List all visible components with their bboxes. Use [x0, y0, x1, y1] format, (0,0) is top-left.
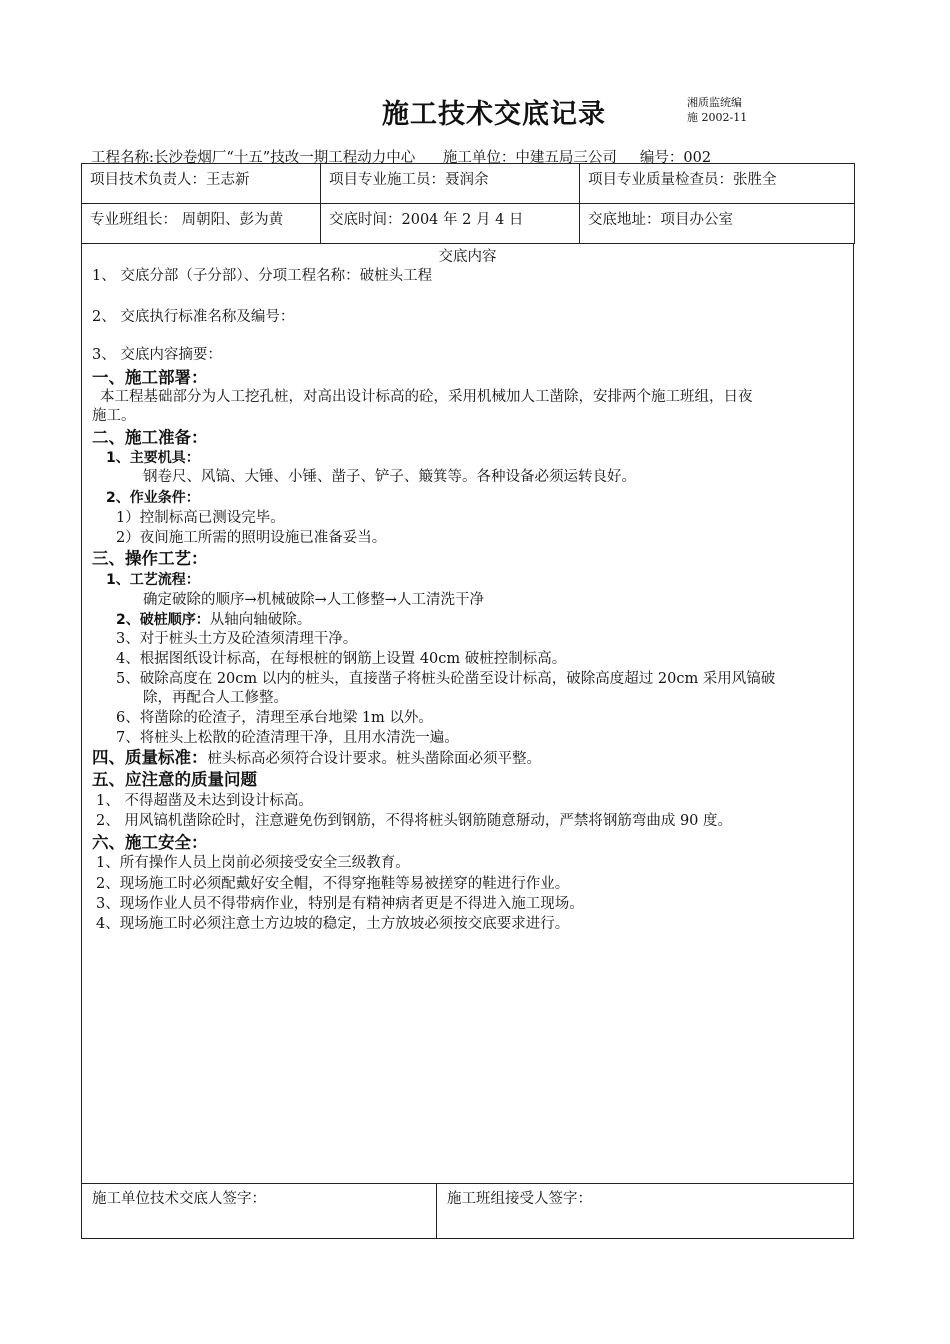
section-3-item-5: 5、破除高度在 20cm 以内的桩头，直接凿子将桩头砼凿至设计标高，破除高度超过 20cm 采用风镐破 — [116, 671, 776, 687]
section-3-item-7: 7、将桩头上松散的砼渣清理干净，且用水清洗一遍。 — [116, 730, 459, 746]
section-1-text-cont: 施工。 — [92, 408, 136, 424]
section-4-title: 四、质量标准： — [92, 748, 208, 767]
project-name: 工程名称:长沙卷烟厂“十五”技改一期工程动力中心 — [91, 150, 416, 166]
unit-signature-cell: 施工单位技术交底人签字： — [82, 1184, 437, 1238]
signature-row — [81, 1183, 854, 1239]
construction-unit: 施工单位：中建五局三公司 — [442, 150, 617, 166]
content-item-2: 2、 交底执行标准名称及编号： — [92, 309, 295, 325]
section-3-flow: 确定破除的顺序→机械破除→人工修整→人工清洗干净 — [143, 592, 484, 608]
section-2-cond-2: 2）夜间施工所需的照明设施已准备妥当。 — [116, 530, 387, 546]
section-2-sub-2: 2、作业条件： — [106, 490, 200, 506]
briefing-content — [81, 243, 854, 1184]
section-4-text: 桩头标高必须符合设计要求。桩头凿除面必须平整。 — [207, 751, 541, 767]
team-signature-cell: 施工班组接受人签字： — [447, 1191, 592, 1207]
team-leader-cell: 专业班组长： 周朝阳、彭为黄 — [82, 204, 321, 244]
section-2-sub-1: 1、主要机具： — [106, 450, 200, 466]
section-5-item-2: 2、 用风镐机凿除砼时，注意避免伤到钢筋，不得将桩头钢筋随意掰动，严禁将钢筋弯曲成 90 度。 — [96, 813, 732, 829]
section-3-sub-1: 1、工艺流程： — [106, 572, 200, 588]
section-3-sub-2-text: 从轴向轴破除。 — [209, 612, 312, 628]
form-code-line2: 施 2002-11 — [687, 111, 748, 124]
section-6-item-4: 4、现场施工时必须注意土方边坡的稳定，土方放坡必须按交底要求进行。 — [96, 916, 570, 932]
section-1-title: 一、施工部署： — [92, 368, 208, 387]
briefing-time-cell: 交底时间：2004 年 2 月 4 日 — [321, 204, 580, 244]
section-3-item-5-cont: 除，再配合人工修整。 — [143, 690, 288, 706]
content-item-3: 3、 交底内容摘要： — [92, 347, 222, 363]
section-6-item-2: 2、现场施工时必须配戴好安全帽，不得穿拖鞋等易被搓穿的鞋进行作业。 — [96, 876, 570, 892]
quality-inspector-cell: 项目专业质量检查员：张胜全 — [580, 164, 855, 204]
section-4 — [92, 748, 541, 769]
section-6-item-1: 1、所有操作人员上岗前必须接受安全三级教育。 — [96, 855, 410, 871]
section-2-cond-1: 1）控制标高已测设完毕。 — [116, 510, 285, 526]
section-3-item-6: 6、将凿除的砼渣子，清理至承台地梁 1m 以外。 — [116, 710, 433, 726]
form-code-line1: 湘质监统编 — [687, 96, 742, 109]
section-2-title: 二、施工准备： — [92, 428, 208, 447]
section-3-item-4: 4、根据图纸设计标高，在每根桩的钢筋上设置 40cm 破桩控制标高。 — [116, 651, 567, 667]
section-3-item-2 — [116, 610, 311, 630]
section-3-title: 三、操作工艺： — [92, 549, 208, 568]
briefing-place-cell: 交底地址：项目办公室 — [580, 204, 855, 244]
site-worker-cell: 项目专业施工员：聂润余 — [321, 164, 580, 204]
section-6-title: 六、施工安全： — [92, 833, 208, 852]
content-item-1: 1、 交底分部（子分部）、分项工程名称：破桩头工程 — [92, 268, 433, 284]
section-3-item-3: 3、对于桩头土方及砼渣须清理干净。 — [116, 631, 358, 647]
content-heading: 交底内容 — [438, 249, 497, 265]
section-1-text: 本工程基础部分为人工挖孔桩，对高出设计标高的砼，采用机械加人工凿除，安排两个施工班组，日夜 — [100, 389, 753, 405]
section-5-item-1: 1、 不得超凿及未达到设计标高。 — [96, 793, 313, 809]
info-table — [81, 163, 855, 244]
section-3-sub-2: 2、破桩顺序： — [116, 612, 210, 628]
section-5-title: 五、应注意的质量问题 — [92, 770, 257, 789]
section-6-item-3: 3、现场作业人员不得带病作业，特别是有精神病者更是不得进入施工现场。 — [96, 896, 584, 912]
form-code — [687, 95, 747, 125]
section-2-tools: 钢卷尺、风镐、大锤、小锤、凿子、铲子、簸箕等。各种设备必须运转良好。 — [143, 469, 636, 485]
document-number: 编号：002 — [639, 150, 712, 166]
tech-lead-cell: 项目技术负责人：王志新 — [82, 164, 321, 204]
document-title: 施工技术交底记录 — [382, 99, 606, 130]
